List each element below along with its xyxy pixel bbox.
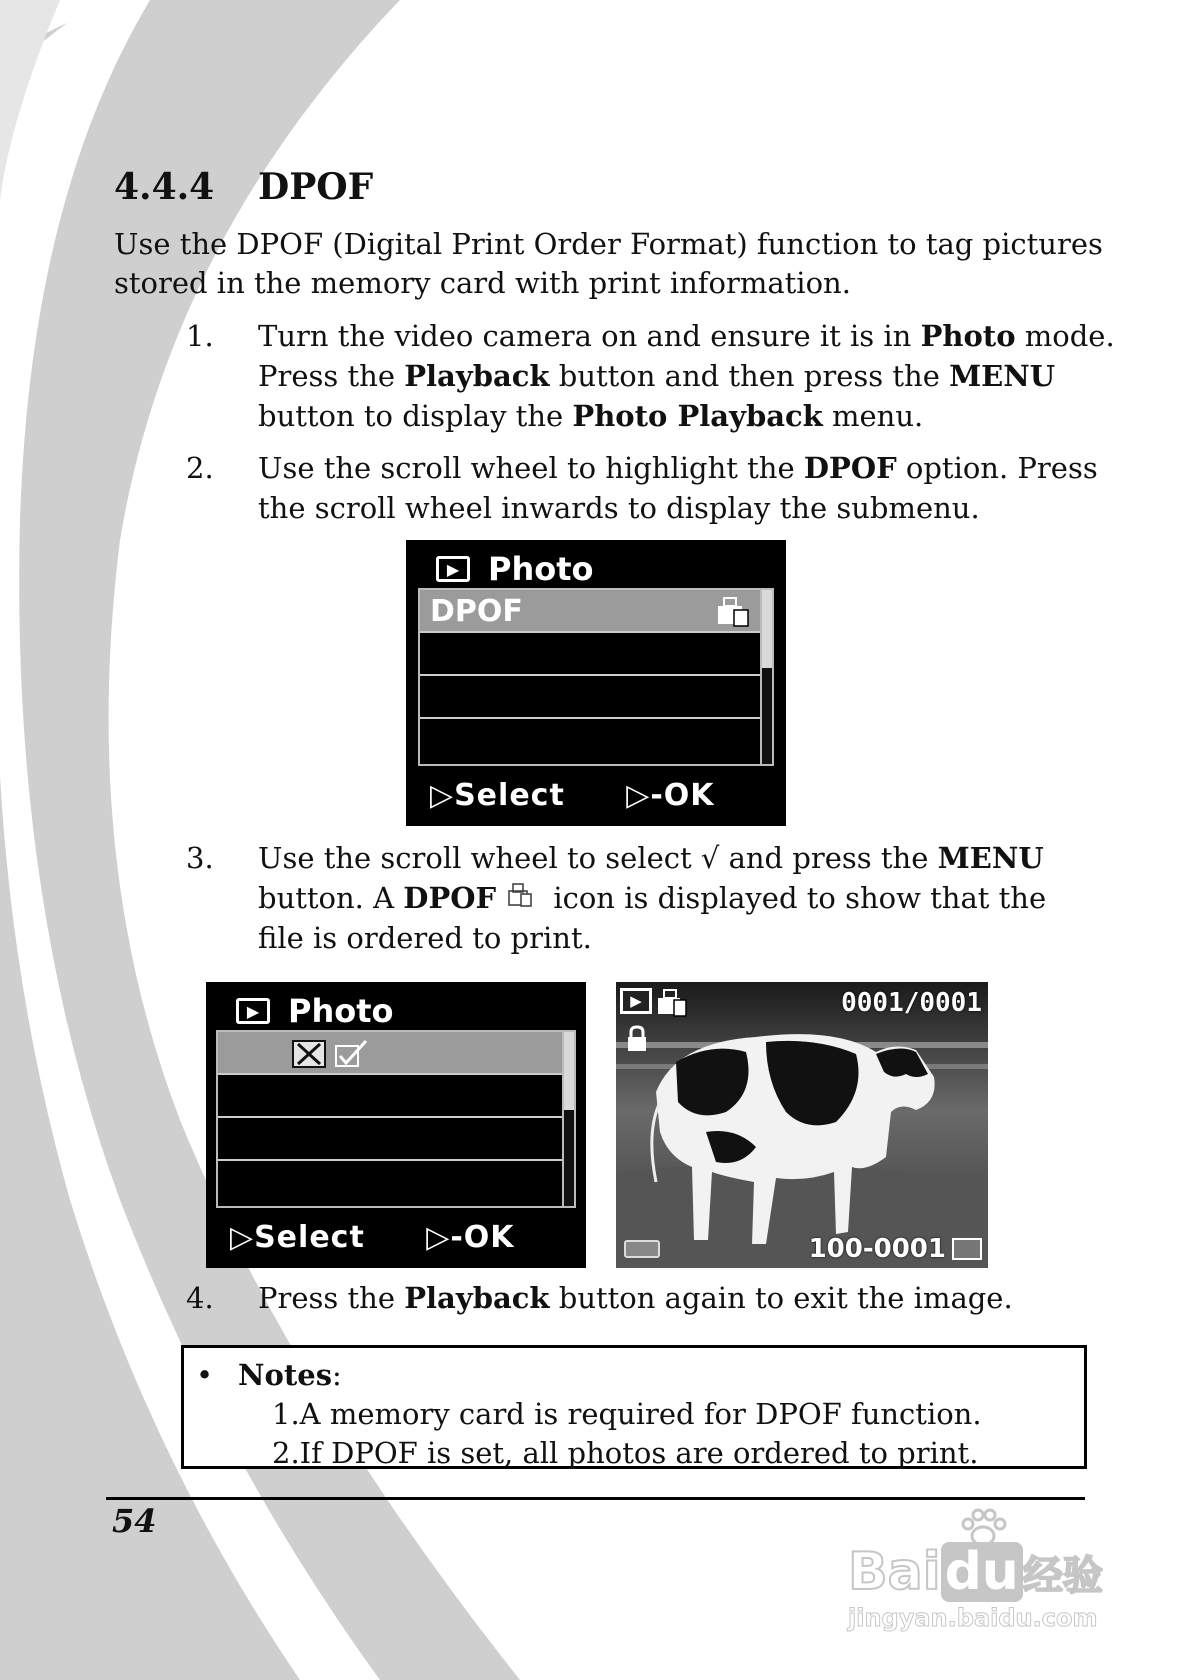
menu-item-empty (218, 1075, 574, 1118)
lock-icon (624, 1024, 650, 1054)
page-number: 54 (112, 1502, 157, 1540)
step-text: Press the Playback button again to exit the image. (258, 1281, 1013, 1315)
step-number: 3. (186, 841, 214, 875)
scroll-wheel-icon: ▷ (230, 1220, 255, 1255)
battery-icon (624, 1240, 660, 1258)
step-text: Use the scroll wheel to highlight the DPOF option. Press the scroll wheel inwards to display the submenu. (258, 451, 1098, 525)
watermark-brand: Baidu 经验 (848, 1542, 1103, 1602)
notes-label: Notes: (238, 1358, 342, 1392)
lcd-header (236, 992, 394, 1030)
lcd-header-title: Photo (488, 550, 594, 588)
footer-divider (106, 1497, 1085, 1500)
dpof-cancel-icon[interactable] (290, 1038, 328, 1070)
lcd-dpof-menu-screen (406, 540, 786, 826)
menu-item-label: DPOF (430, 594, 523, 629)
menu-item-empty (218, 1161, 574, 1204)
file-number: 100-0001 (808, 1234, 946, 1264)
step-number: 2. (186, 451, 214, 485)
dpof-checkmark-icon[interactable] (332, 1038, 370, 1070)
dpof-inline-icon (496, 878, 544, 918)
note-line: 1.A memory card is required for DPOF function. (272, 1397, 982, 1431)
menu-item-empty (420, 633, 772, 676)
photo-counter: 0001/0001 (841, 988, 982, 1018)
dpof-print-icon (656, 988, 690, 1018)
notes-box (181, 1345, 1087, 1469)
lcd-header (436, 550, 594, 588)
intro-paragraph: Use the DPOF (Digital Print Order Format) function to tag pictures stored in the memory card with print information. (114, 227, 1103, 300)
ok-button-icon: ▷ (626, 778, 651, 813)
lcd-footer (230, 1220, 515, 1255)
scroll-wheel-icon: ▷ (430, 778, 455, 813)
menu-item-empty (420, 719, 772, 762)
step-number: 4. (186, 1281, 214, 1315)
footer-select-label: Select (254, 1220, 365, 1255)
footer-ok-label: -OK (650, 778, 715, 813)
cow-photo (616, 982, 988, 1268)
playback-mode-icon: ▶ (620, 988, 652, 1014)
dpof-print-icon (716, 596, 750, 628)
lcd-photo-playback-screen (616, 982, 988, 1268)
memory-card-icon (952, 1238, 982, 1260)
section-title: DPOF (258, 166, 374, 208)
menu-item-dpof[interactable] (420, 590, 772, 633)
menu-scrollbar[interactable] (562, 1032, 574, 1206)
step-text: Use the scroll wheel to select √ and press the MENU button. A DPOF icon is displayed to show that the file is ordered to print. (258, 841, 1047, 955)
lcd-dpof-submenu-screen (206, 982, 586, 1268)
menu-item-dpof-options (218, 1032, 574, 1075)
section-number: 4.4.4 (114, 166, 215, 208)
note-line: 2.If DPOF is set, all photos are ordered to print. (272, 1436, 979, 1470)
menu-item-empty (218, 1118, 574, 1161)
playback-mode-icon: ▶ (436, 556, 470, 582)
notes-bullet: • (196, 1358, 214, 1392)
baidu-watermark (848, 1508, 1128, 1638)
footer-ok-label: -OK (450, 1220, 515, 1255)
step-text: Turn the video camera on and ensure it is in Photo mode. Press the Playback button and then press the MENU button to display the Photo Playback menu. (258, 319, 1115, 433)
lcd-menu-list (216, 1030, 576, 1208)
menu-item-empty (420, 676, 772, 719)
lcd-menu-list (418, 588, 774, 766)
watermark-url: jingyan.baidu.com (848, 1604, 1098, 1632)
footer-select-label: Select (454, 778, 565, 813)
step-number: 1. (186, 319, 214, 353)
lcd-footer (430, 778, 715, 813)
lcd-header-title: Photo (288, 992, 394, 1030)
playback-mode-icon: ▶ (236, 998, 270, 1024)
menu-scrollbar[interactable] (760, 590, 772, 764)
ok-button-icon: ▷ (426, 1220, 451, 1255)
photo-top-icons (620, 988, 690, 1018)
